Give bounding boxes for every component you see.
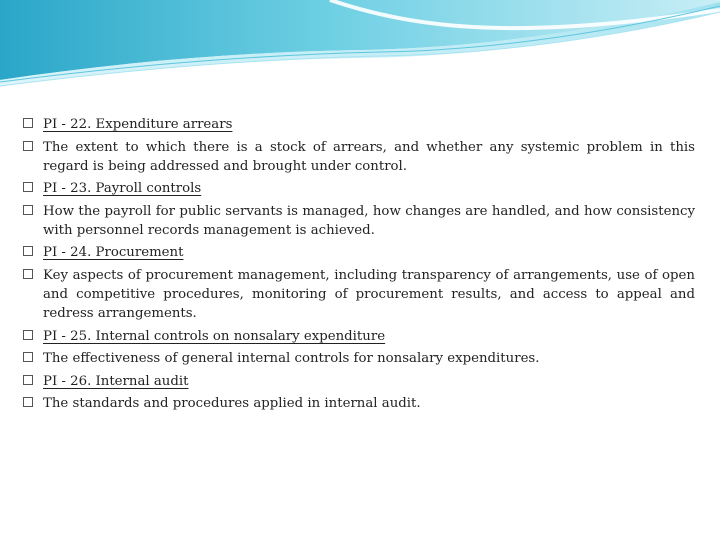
description-text: Key aspects of procurement management, including transparency of arrangements, use of open and competitive procedures, monitoring of procurement results, and access to appeal and redress arrangements. (43, 267, 695, 321)
list-item-description (23, 138, 695, 176)
description-text: The extent to which there is a stock of arrears, and whether any systemic problem in this regard is being addressed and brought under control. (43, 139, 695, 174)
box-bullet-icon (23, 330, 33, 340)
header-wave-decoration (0, 0, 720, 90)
description-text: How the payroll for public servants is managed, how changes are handled, and how consistency with personnel records management is achieved. (43, 203, 695, 238)
heading-text: PI - 24. Procurement (43, 245, 184, 261)
list-item-description (23, 394, 695, 413)
box-bullet-icon (23, 118, 33, 128)
box-bullet-icon (23, 246, 33, 256)
description-text: The effectiveness of general internal controls for nonsalary expenditures. (43, 351, 540, 367)
bullet-list (23, 115, 695, 417)
list-item-heading (23, 115, 695, 134)
description-text: The standards and procedures applied in internal audit. (43, 396, 421, 412)
box-bullet-icon (23, 205, 33, 215)
heading-text: PI - 23. Payroll controls (43, 181, 202, 197)
box-bullet-icon (23, 141, 33, 151)
box-bullet-icon (23, 352, 33, 362)
heading-text: PI - 26. Internal audit (43, 373, 189, 389)
box-bullet-icon (23, 269, 33, 279)
box-bullet-icon (23, 375, 33, 385)
heading-text: PI - 25. Internal controls on nonsalary expenditure (43, 328, 386, 344)
list-item-heading (23, 327, 695, 346)
list-item-description (23, 202, 695, 240)
list-item-description (23, 266, 695, 323)
list-item-heading (23, 179, 695, 198)
box-bullet-icon (23, 182, 33, 192)
box-bullet-icon (23, 397, 33, 407)
list-item-heading (23, 243, 695, 262)
list-item-heading (23, 372, 695, 391)
heading-text: PI - 22. Expenditure arrears (43, 117, 233, 132)
list-item-description (23, 349, 695, 368)
